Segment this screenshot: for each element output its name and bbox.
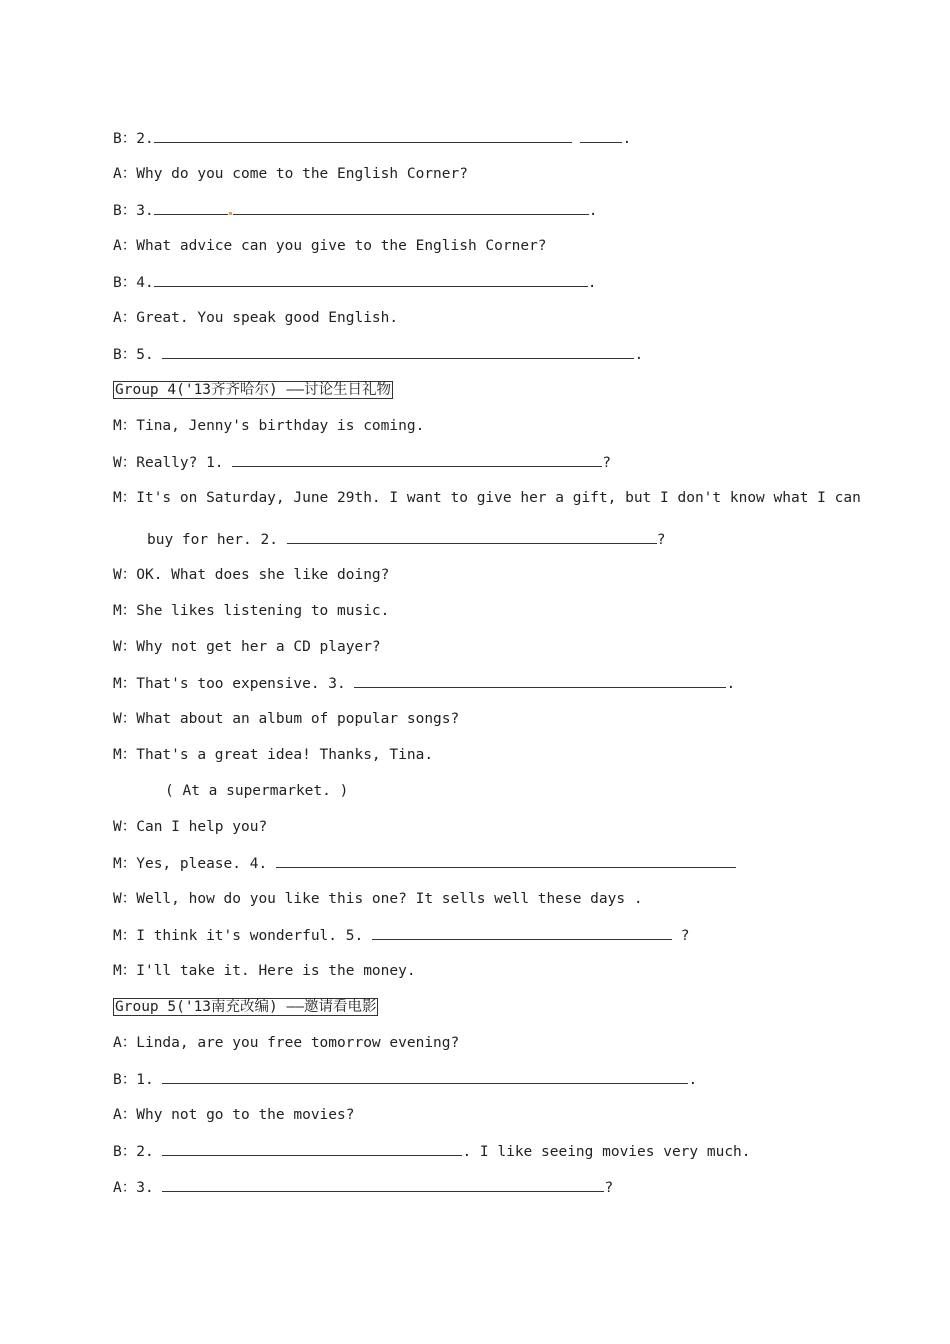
dialogue-line: B：3. . bbox=[113, 200, 597, 220]
answer-blank[interactable] bbox=[580, 128, 622, 143]
stage-direction: ( At a supermarket. ) bbox=[165, 783, 349, 799]
dialogue-line: M：I'll take it. Here is the money. bbox=[113, 963, 416, 979]
answer-blank[interactable] bbox=[162, 1069, 688, 1084]
answer-blank[interactable] bbox=[372, 925, 672, 940]
answer-blank[interactable] bbox=[354, 673, 726, 688]
answer-blank[interactable] bbox=[154, 200, 228, 215]
dialogue-line: M：I think it's wonderful. 5. ? bbox=[113, 925, 689, 945]
answer-blank[interactable] bbox=[154, 128, 572, 143]
answer-blank[interactable] bbox=[162, 344, 634, 359]
answer-blank[interactable] bbox=[154, 272, 588, 287]
dialogue-line: buy for her. 2. ? bbox=[147, 529, 665, 549]
section-heading-group4: Group 4('13齐齐哈尔) ——讨论生日礼物 bbox=[115, 382, 391, 398]
dialogue-line: A：What advice can you give to the English Corner? bbox=[113, 238, 547, 254]
dialogue-line: A：Why do you come to the English Corner? bbox=[113, 166, 468, 182]
dialogue-line: B：2. . I like seeing movies very much. bbox=[113, 1141, 751, 1161]
dialogue-line: M：That's a great idea! Thanks, Tina. bbox=[113, 747, 434, 763]
dialogue-line: W：Can I help you? bbox=[113, 819, 268, 835]
dialogue-line: W：OK. What does she like doing? bbox=[113, 567, 390, 583]
dialogue-line: B：5. . bbox=[113, 344, 643, 364]
dialogue-line: M：Tina, Jenny's birthday is coming. bbox=[113, 418, 425, 434]
dialogue-line: B：2. . bbox=[113, 128, 631, 148]
answer-blank[interactable] bbox=[233, 200, 589, 215]
dialogue-line: M：That's too expensive. 3. . bbox=[113, 673, 735, 693]
dialogue-line: A：Great. You speak good English. bbox=[113, 310, 399, 326]
answer-blank[interactable] bbox=[287, 529, 657, 544]
dialogue-line: B：4. . bbox=[113, 272, 596, 292]
dialogue-line: W：Really? 1. ? bbox=[113, 452, 611, 472]
dialogue-line: M：It's on Saturday, June 29th. I want to give her a gift, but I don't know what I can bbox=[113, 490, 861, 506]
answer-blank[interactable] bbox=[276, 853, 736, 868]
answer-blank[interactable] bbox=[162, 1177, 604, 1192]
dialogue-line: A：Why not go to the movies? bbox=[113, 1107, 355, 1123]
section-heading-group5: Group 5('13南充改编) ——邀请看电影 bbox=[115, 999, 377, 1015]
dialogue-line: W：Well, how do you like this one? It sells well these days . bbox=[113, 891, 643, 907]
dialogue-line: M：She likes listening to music. bbox=[113, 603, 390, 619]
dialogue-line: W：Why not get her a CD player? bbox=[113, 639, 381, 655]
dialogue-line: A：Linda, are you free tomorrow evening? bbox=[113, 1035, 460, 1051]
stray-mark bbox=[229, 212, 232, 215]
dialogue-line: M：Yes, please. 4. bbox=[113, 853, 736, 873]
dialogue-line: W：What about an album of popular songs? bbox=[113, 711, 460, 727]
dialogue-line: A：3. ? bbox=[113, 1177, 613, 1197]
dialogue-line: B：1. . bbox=[113, 1069, 697, 1089]
answer-blank[interactable] bbox=[162, 1141, 462, 1156]
answer-blank[interactable] bbox=[232, 452, 602, 467]
